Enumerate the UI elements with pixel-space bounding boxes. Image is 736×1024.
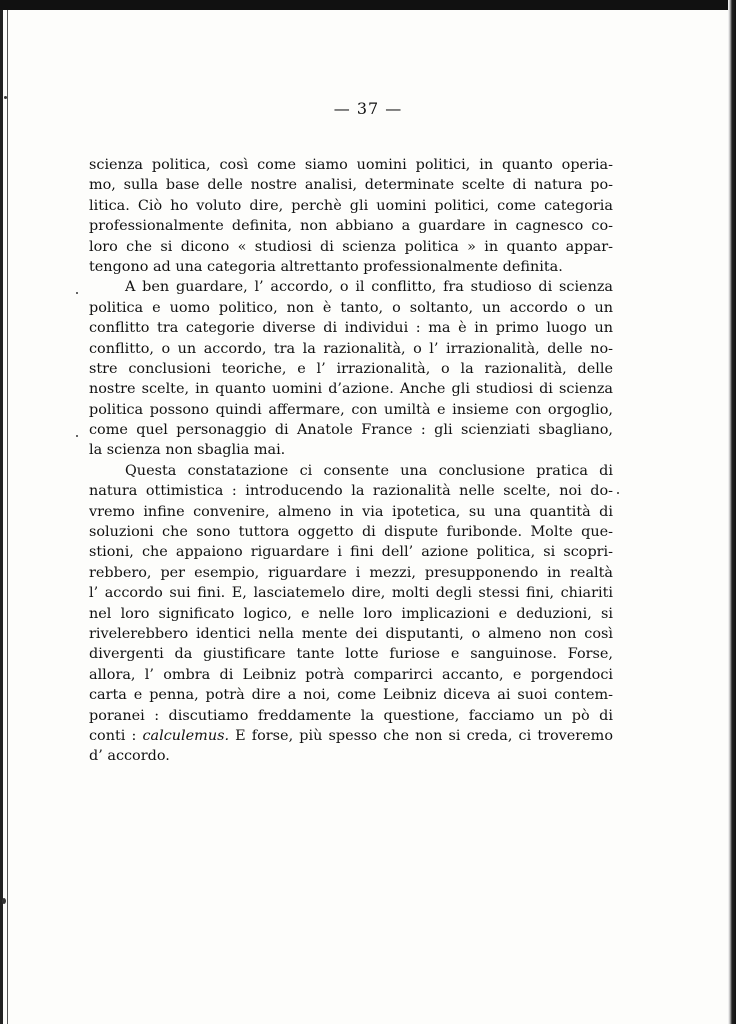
body-text (89, 155, 613, 767)
text-line: scienza politica, così come siamo uomini politici, in quanto operia- (89, 157, 613, 173)
scan-left-border (0, 10, 3, 1024)
text-line: conflitto, o un accordo, tra la razionalità, o l’ irrazionalità, delle no- (89, 340, 613, 357)
text-line: litica. Ciò ho voluto dire, perchè gli uomini politici, come categoria (89, 197, 613, 214)
scan-right-border (728, 0, 736, 1024)
text-line: la scienza non sbaglia mai. (89, 442, 286, 459)
text-line: loro che si dicono « studiosi di scienza politica » in quanto appar- (89, 238, 613, 255)
text-line: poranei : discutiamo freddamente la questione, facciamo un pò di (89, 707, 613, 724)
text-line: stioni, che appaiono riguardare i fini dell’ azione politica, si scopri- (89, 544, 613, 561)
text-line: come quel personaggio di Anatole France : gli scienziati sbagliano, (89, 422, 613, 439)
text-line (89, 726, 613, 746)
scan-speck (2, 898, 6, 904)
scan-speck (76, 435, 78, 437)
text-line: tengono ad una categoria altrettanto professionalmente definita. (89, 258, 563, 275)
text-line: Questa constatazione ci consente una conclusione pratica di (125, 462, 613, 479)
text-line: stre conclusioni teoriche, e l’ irrazionalità, o la razionalità, delle (89, 360, 613, 377)
text-line: rebbero, per esempio, riguardare i mezzi, presupponendo in realtà (89, 564, 613, 581)
text-line-end: E forse, più spesso che non si creda, ci troveremo (229, 727, 613, 744)
text-line: d’ accordo. (89, 748, 170, 765)
text-line: A ben guardare, l’ accordo, o il conflitto, fra studioso di scienza (125, 279, 613, 296)
text-line: rivelerebbero identici nella mente dei disputanti, o almeno non così (89, 625, 613, 642)
text-line: professionalmente definita, non abbiano a guardare in cagnesco co- (89, 218, 613, 235)
text-line: soluzioni che sono tuttora oggetto di dispute furibonde. Molte que- (89, 524, 613, 541)
text-line: carta e penna, potrà dire a noi, come Leibniz diceva ai suoi contem- (89, 687, 613, 704)
text-line: nostre scelte, in quanto uomini d’azione. Anche gli studiosi di scienza (89, 381, 613, 398)
text-line: divergenti da giustificare tante lotte furiose e sanguinose. Forse, (89, 646, 613, 663)
text-line: vremo infine convenire, almeno in via ipotetica, su una quantità di (89, 503, 613, 520)
text-line: l’ accordo sui fini. E, lasciatemelo dire, molti degli stessi fini, chiariti (89, 585, 613, 602)
text-line: allora, l’ ombra di Leibniz potrà comparirci accanto, e porgendoci (89, 666, 613, 683)
text-line-start: conti : (89, 727, 143, 744)
scan-top-border (0, 0, 736, 10)
scan-left-line (7, 10, 8, 1024)
page-number: — 37 — (333, 99, 403, 118)
text-line: nel loro significato logico, e nelle loro implicazioni e deduzioni, si (89, 605, 613, 622)
text-line: natura ottimistica : introducendo la razionalità nelle scelte, noi do- (89, 483, 613, 500)
text-line: politica e uomo politico, non è tanto, o soltanto, un accordo o un (89, 299, 613, 316)
italic-word: calculemus. (142, 727, 230, 744)
text-line: politica possono quindi affermare, con umiltà e insieme con orgoglio, (89, 401, 613, 418)
text-line: mo, sulla base delle nostre analisi, determinate scelte di natura po- (89, 177, 613, 194)
scan-speck (617, 492, 619, 494)
scan-speck (76, 292, 78, 294)
text-line: conflitto tra categorie diverse di individui : ma è in primo luogo un (89, 320, 613, 337)
